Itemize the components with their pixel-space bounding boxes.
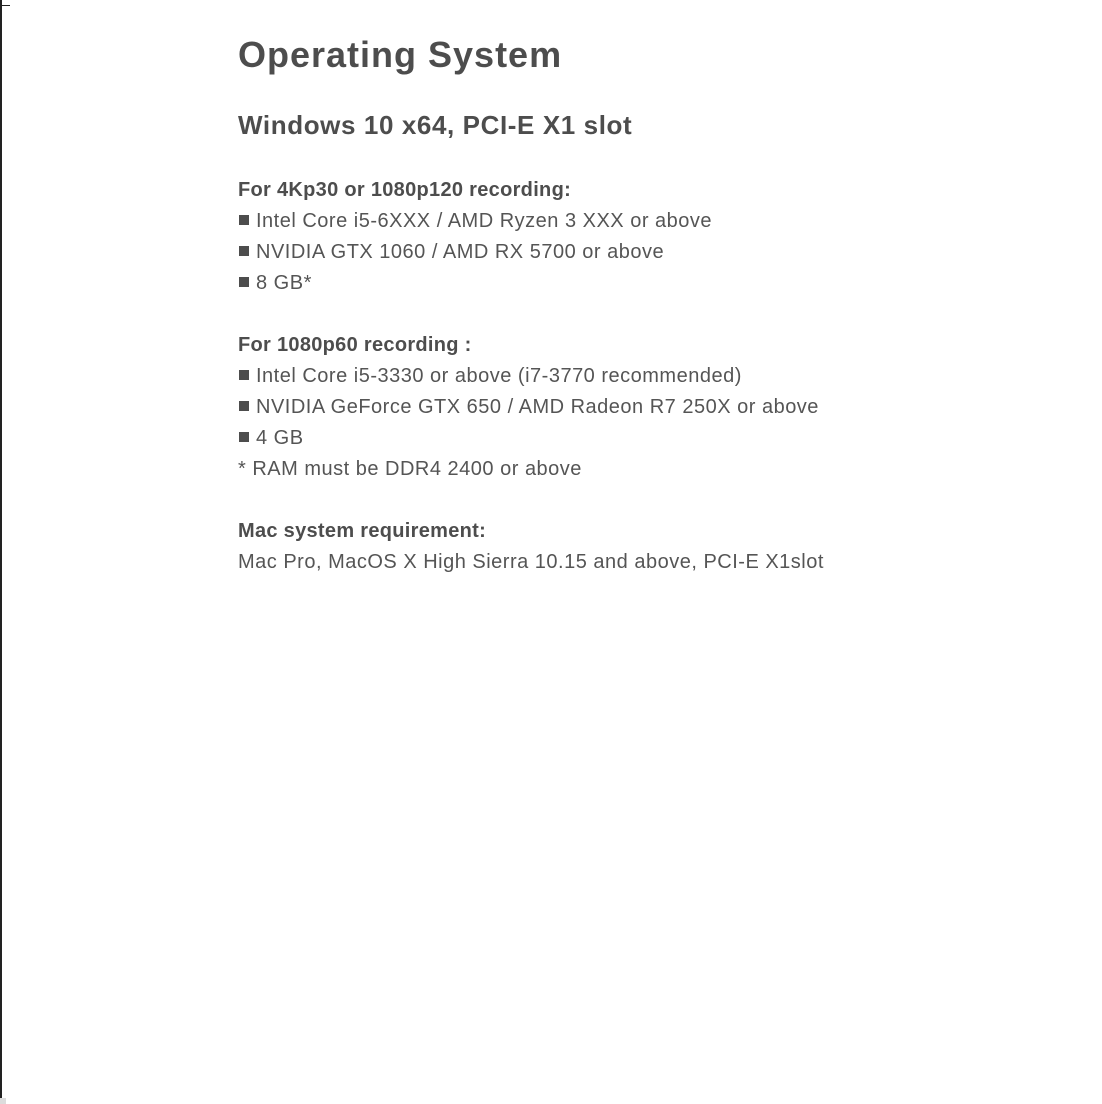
list-item xyxy=(238,206,1058,237)
mac-requirement-text: Mac Pro, MacOS X High Sierra 10.15 and above, PCI-E X1slot xyxy=(238,551,824,573)
list-item xyxy=(238,392,1058,423)
list-item xyxy=(238,268,1058,299)
page-corner-mark xyxy=(0,1098,6,1104)
page-title: Operating System xyxy=(238,34,563,75)
list-item-text: 4 GB xyxy=(256,427,304,449)
section-heading: For 4Kp30 or 1080p120 recording: xyxy=(238,179,572,201)
list-item-text: Intel Core i5-6XXX / AMD Ryzen 3 XXX or above xyxy=(256,210,713,232)
page-left-border xyxy=(0,0,2,1104)
section-heading: Mac system requirement: xyxy=(238,520,487,542)
section-1080p60-recording xyxy=(238,330,1058,485)
section-heading: For 1080p60 recording : xyxy=(238,334,472,356)
square-bullet-icon xyxy=(239,246,249,256)
square-bullet-icon xyxy=(239,277,249,287)
list-item xyxy=(238,423,1058,454)
square-bullet-icon xyxy=(239,215,249,225)
ram-footnote: * RAM must be DDR4 2400 or above xyxy=(238,458,582,480)
document-content xyxy=(238,33,1058,578)
list-item-text: 8 GB* xyxy=(256,272,312,294)
list-item xyxy=(238,237,1058,268)
os-requirement-subtitle: Windows 10 x64, PCI-E X1 slot xyxy=(238,110,633,140)
square-bullet-icon xyxy=(239,370,249,380)
list-item-text: NVIDIA GTX 1060 / AMD RX 5700 or above xyxy=(256,241,665,263)
list-item-text: NVIDIA GeForce GTX 650 / AMD Radeon R7 250X or above xyxy=(256,396,819,418)
section-mac-requirement xyxy=(238,516,1058,578)
section-4k-recording xyxy=(238,175,1058,299)
square-bullet-icon xyxy=(239,432,249,442)
page-corner-tick xyxy=(0,5,10,6)
list-item-text: Intel Core i5-3330 or above (i7-3770 recommended) xyxy=(256,365,742,387)
square-bullet-icon xyxy=(239,401,249,411)
list-item xyxy=(238,361,1058,392)
